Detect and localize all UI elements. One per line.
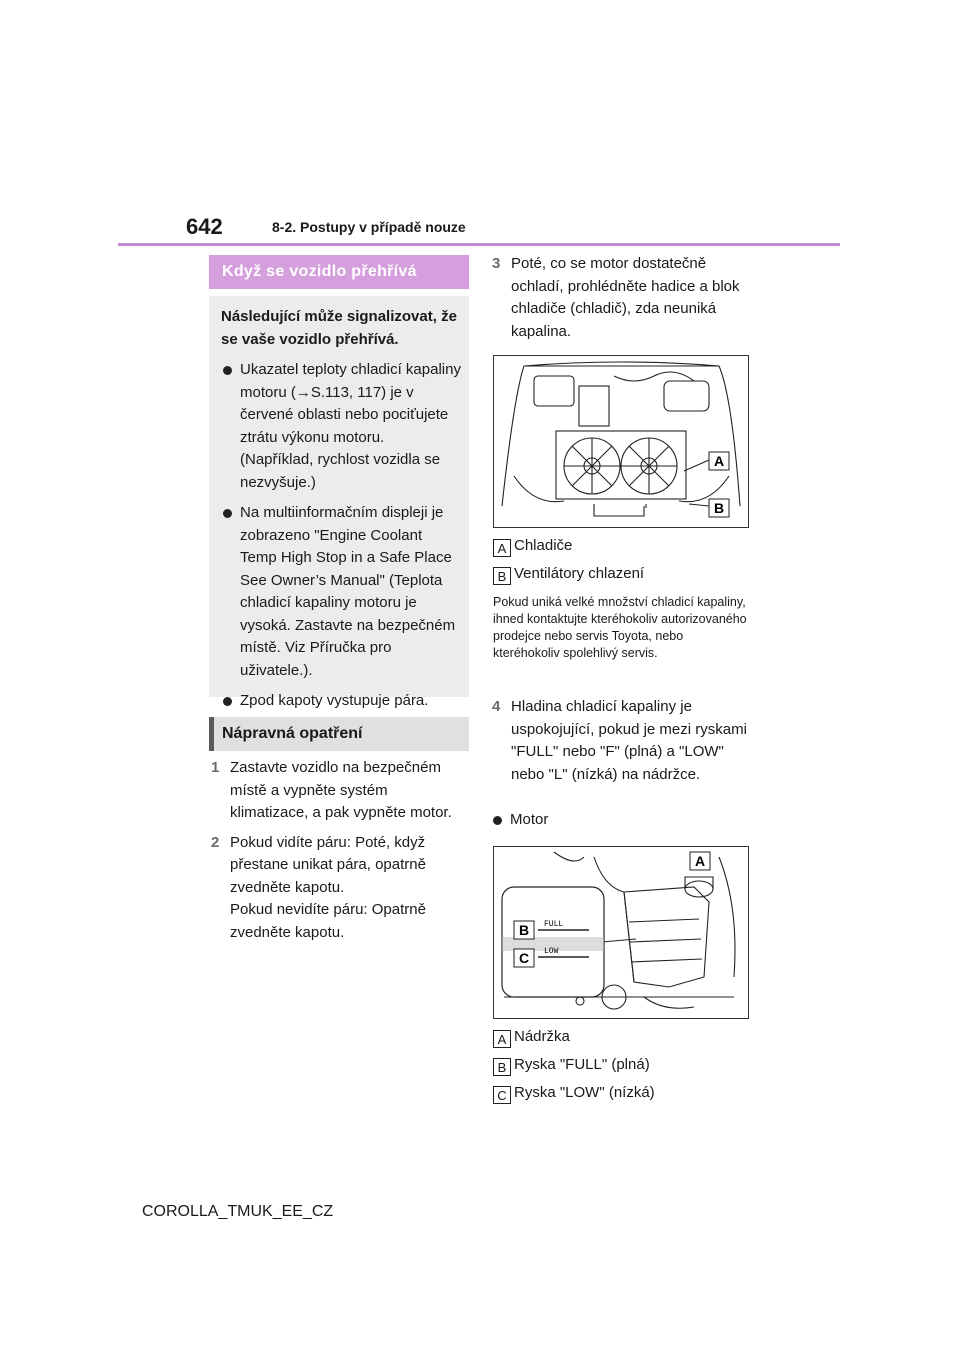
fig1-label-a: A bbox=[713, 453, 725, 469]
step-2: 2 Pokud vidíte páru: Poté, když přestane unikat pára, opatrně zvedněte kapotu. bbox=[211, 833, 426, 896]
step-3-block bbox=[492, 253, 754, 343]
step-3: 3 Poté, co se motor dostatečně ochladí, prohlédněte hadice a blok chladiče (chladič), zda neuniká kapalina. bbox=[492, 255, 740, 340]
reservoir-drawing bbox=[494, 847, 748, 1018]
step-2-alt: Pokud nevidíte páru: Opatrně zvedněte kapotu. bbox=[230, 901, 426, 941]
fig2-label-a: A bbox=[694, 853, 706, 869]
header-divider bbox=[118, 243, 840, 246]
leak-note: Pokud uniká velké množství chladicí kapaliny, ihned kontaktujte kteréhokoliv autorizovaného prodejce nebo servis Toyota, nebo kteréhokoliv spolehlivý servis. bbox=[493, 595, 747, 660]
radiator-illustration bbox=[493, 355, 749, 528]
reservoir-illustration bbox=[493, 846, 749, 1019]
bullet-motor: Motor bbox=[491, 809, 548, 831]
symptom-item: Ukazatel teploty chladicí kapaliny motoru (→S.113, 117) je v červené oblasti nebo pociťujete ztrátu výkonu motoru. (Například, rychlost vozidla se nezvyšuje.) bbox=[221, 359, 461, 494]
bullet-icon bbox=[223, 509, 232, 518]
caption-full-line: B Ryska "FULL" (plná) bbox=[493, 1054, 755, 1076]
step-4: 4 Hladina chladicí kapaliny je uspokojující, pokud je mezi ryskami "FULL" nebo "F" (plná) a "LOW" nebo "L" (nízká) na nádržce. bbox=[492, 698, 747, 783]
section-title: 8-2. Postupy v případě nouze bbox=[272, 219, 466, 235]
step-1: 1 Zastavte vozidlo na bezpečném místě a vypněte systém klimatizace, a pak vypněte motor. bbox=[211, 759, 452, 821]
fig1-captions bbox=[493, 535, 755, 585]
symptom-item: Na multiinformačním displeji je zobrazeno "Engine Coolant Temp High Stop in a Safe Place See Owner’s Manual" (Teplota chladicí kapaliny motoru je vysoká. Zastavte na bezpečném místě. Viz Příručka pro uživatele.). bbox=[221, 502, 461, 682]
engine-bay-drawing bbox=[494, 356, 748, 527]
steps-left bbox=[211, 757, 469, 944]
fig2-captions bbox=[493, 1026, 755, 1104]
symptom-intro: Následující může signalizovat, že se vaše vozidlo přehřívá. bbox=[221, 308, 457, 348]
caption-reservoir: A Nádržka bbox=[493, 1026, 755, 1048]
symptom-item: Zpod kapoty vystupuje pára. bbox=[221, 690, 461, 713]
caption-fans: B Ventilátory chlazení bbox=[493, 563, 755, 585]
page-number: 642 bbox=[186, 214, 223, 239]
bullet-icon bbox=[223, 697, 232, 706]
overheat-heading: Když se vozidlo přehřívá bbox=[209, 255, 469, 289]
fig2-label-c: C bbox=[518, 950, 530, 966]
bullet-icon bbox=[493, 816, 502, 825]
symptom-box bbox=[209, 296, 469, 709]
caption-low-line: C Ryska "LOW" (nízká) bbox=[493, 1082, 755, 1104]
step-4-block bbox=[492, 696, 754, 786]
fig2-low-text: LOW bbox=[544, 947, 559, 956]
caption-radiators: A Chladiče bbox=[493, 535, 755, 557]
fig2-full-text: FULL bbox=[544, 920, 564, 929]
fig2-label-b: B bbox=[518, 922, 530, 938]
bullet-icon bbox=[223, 366, 232, 375]
corrective-heading: Nápravná opatření bbox=[209, 717, 469, 751]
footer-doc-id: COROLLA_TMUK_EE_CZ bbox=[142, 1203, 334, 1220]
fig1-label-b: B bbox=[713, 500, 725, 516]
